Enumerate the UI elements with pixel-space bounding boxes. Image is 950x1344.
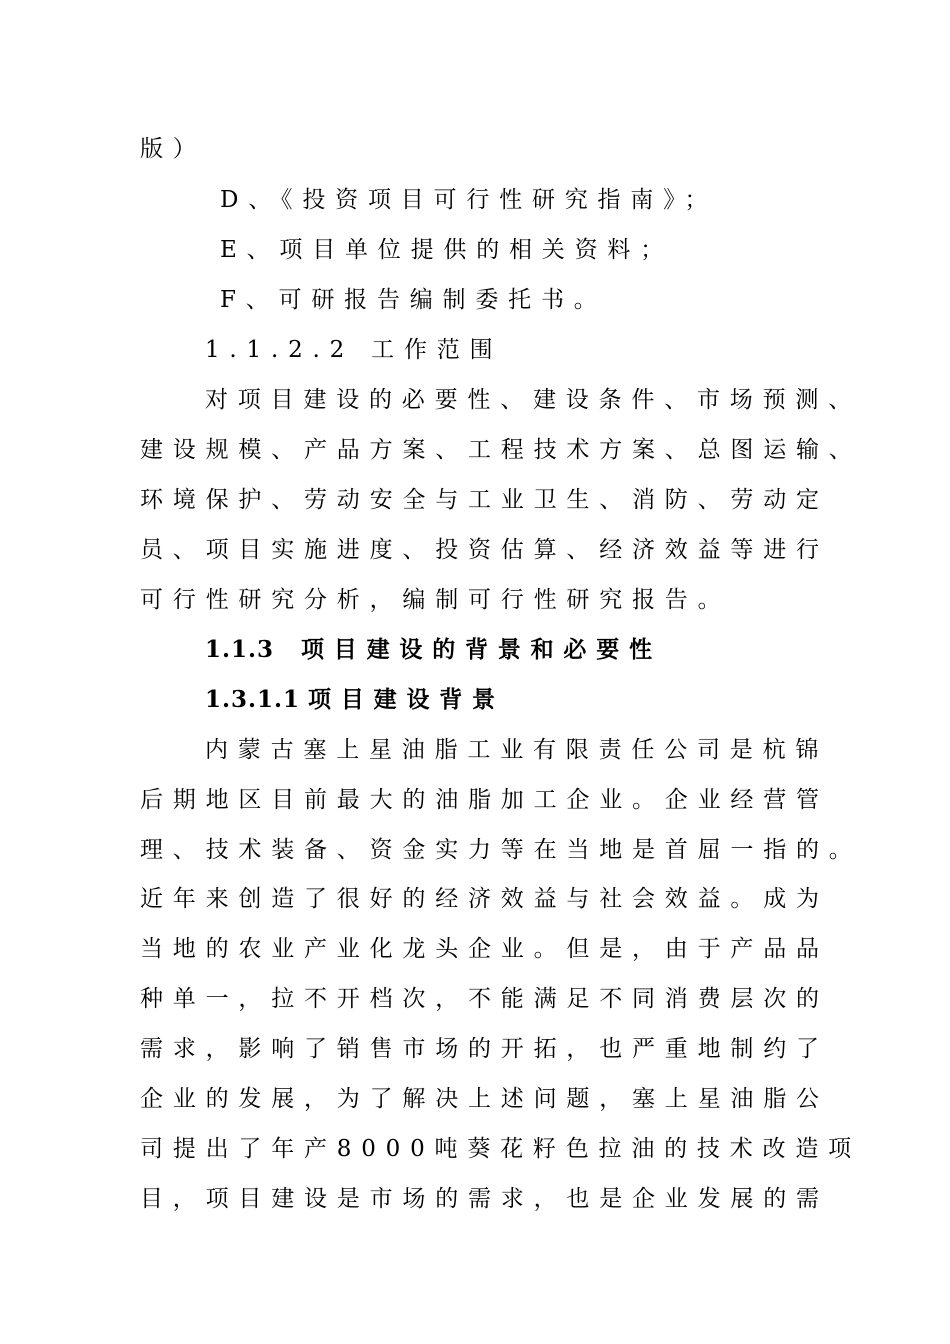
scope-paragraph-line: 建设规模、产品方案、工程技术方案、总图运输、 [140, 437, 862, 463]
background-paragraph-line: 近年来创造了很好的经济效益与社会效益。成为 [140, 886, 829, 912]
background-paragraph-line: 企业的发展，为了解决上述问题，塞上星油脂公 [140, 1086, 829, 1112]
subsection-title: 项目建设背景 [308, 686, 505, 713]
background-paragraph-line: 目，项目建设是市场的需求，也是企业发展的需 [140, 1186, 829, 1212]
scope-paragraph-line: 可行性研究分析，编制可行性研究报告。 [140, 587, 731, 613]
subsection-number: 1.3.1.1 [205, 686, 301, 713]
background-paragraph-line: 司提出了年产8000吨葵花籽色拉油的技术改造项 [140, 1136, 861, 1162]
background-paragraph-line: 当地的农业产业化龙头企业。但是，由于产品品 [140, 936, 829, 962]
background-paragraph-line: 理、技术装备、资金实力等在当地是首屈一指的。 [140, 837, 862, 863]
continuation-line: 版） [140, 136, 206, 162]
background-paragraph-line: 需求，影响了销售市场的开拓，也严重地制约了 [140, 1036, 829, 1062]
reference-item-e: E、项目单位提供的相关资料； [220, 237, 673, 263]
background-paragraph-line: 内蒙古塞上星油脂工业有限责任公司是杭锦 [205, 737, 829, 763]
section-heading [205, 635, 662, 665]
reference-item-d: D、《投资项目可行性研究指南》； [220, 187, 718, 213]
reference-item-f: F、可研报告编制委托书。 [220, 287, 607, 313]
background-paragraph-line: 后期地区目前最大的油脂加工企业。企业经营管 [140, 787, 829, 813]
scope-paragraph-line: 员、项目实施进度、投资估算、经济效益等进行 [140, 537, 829, 563]
scope-heading: 1.1.2.2 工作范围 [205, 337, 503, 363]
subsection-heading [205, 685, 505, 715]
background-paragraph-line: 种单一，拉不开档次，不能满足不同消费层次的 [140, 986, 829, 1012]
section-number: 1.1.3 [205, 636, 275, 663]
section-title: 项目建设的背景和必要性 [301, 636, 662, 663]
scope-paragraph-line: 环境保护、劳动安全与工业卫生、消防、劳动定 [140, 487, 829, 513]
scope-paragraph-line: 对项目建设的必要性、建设条件、市场预测、 [205, 387, 861, 413]
